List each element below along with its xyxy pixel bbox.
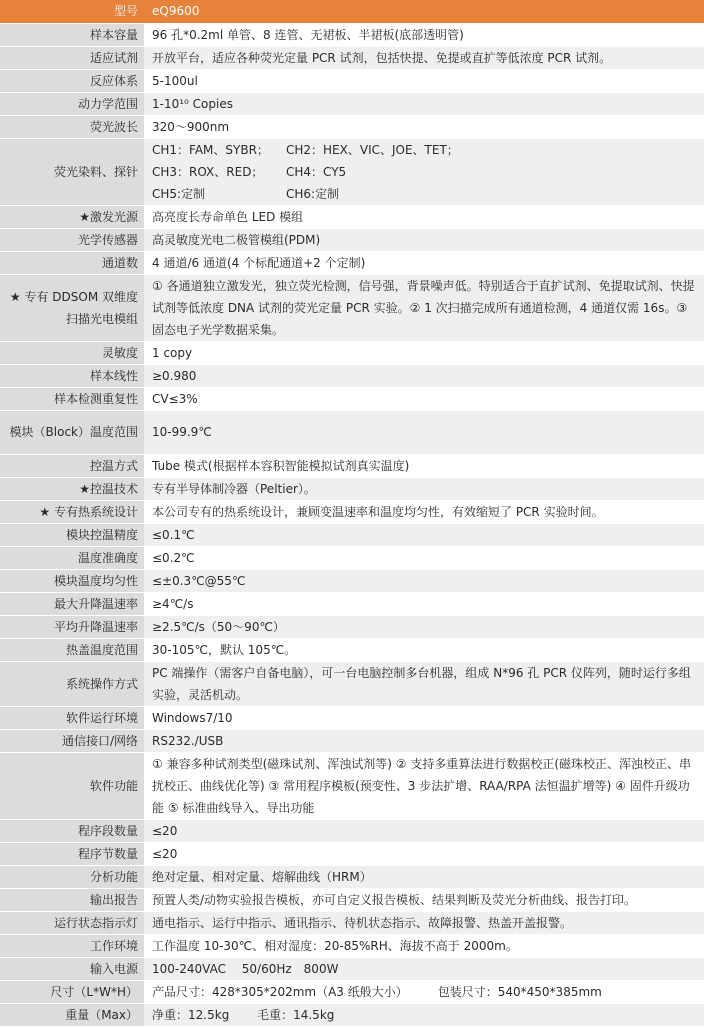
header-value: eQ9600	[144, 0, 704, 23]
table-row	[0, 410, 704, 454]
row-value: ≤0.2℃	[144, 546, 704, 569]
dye-channel: CH5:定制	[152, 186, 206, 201]
table-row	[0, 251, 704, 274]
table-row	[0, 752, 704, 819]
row-label: 平均升降温速率	[0, 615, 144, 638]
row-value: 通电指示、运行中指示、通讯指示、待机状态指示、故障报警、热盖开盖报警。	[144, 911, 704, 934]
table-row	[0, 569, 704, 592]
header-label: 型号	[0, 0, 144, 23]
row-value: CV≤3%	[144, 387, 704, 410]
row-label: 输出报告	[0, 888, 144, 911]
row-label: 样本容量	[0, 23, 144, 46]
table-row	[0, 819, 704, 842]
table-row	[0, 477, 704, 500]
table-row	[0, 274, 704, 341]
row-value: 5-100ul	[144, 69, 704, 92]
table-row	[0, 957, 704, 980]
row-label: 通信接口/网络	[0, 729, 144, 752]
row-value: 30-105℃，默认 105℃。	[144, 638, 704, 661]
table-row	[0, 364, 704, 387]
table-row	[0, 92, 704, 115]
row-value: 高灵敏度光电二极管模组(PDM)	[144, 228, 704, 251]
table-row	[0, 911, 704, 934]
row-value: ≤0.1℃	[144, 523, 704, 546]
row-label: 热盖温度范围	[0, 638, 144, 661]
row-value: ≥0.980	[144, 364, 704, 387]
row-value: ≤±0.3℃@55℃	[144, 569, 704, 592]
row-value: 本公司专有的热系统设计，兼顾变温速率和温度均匀性，有效缩短了 PCR 实验时间。	[144, 500, 704, 523]
dye-channel: CH4：CY5	[286, 164, 347, 179]
dye-channel: CH1：FAM、SYBR；	[152, 142, 269, 157]
table-row	[0, 1003, 704, 1026]
row-label: 荧光波长	[0, 115, 144, 138]
table-row	[0, 454, 704, 477]
row-label: 程序段数量	[0, 819, 144, 842]
table-row	[0, 661, 704, 706]
row-value: ≤20	[144, 819, 704, 842]
table-row	[0, 341, 704, 364]
dye-line	[152, 183, 698, 205]
row-label: 温度准确度	[0, 546, 144, 569]
row-value: 96 孔*0.2ml 单管、8 连管、无裙板、半裙板(底部透明管)	[144, 23, 704, 46]
table-row	[0, 888, 704, 911]
dye-channel: CH2：HEX、VIC、JOE、TET；	[286, 142, 459, 157]
table-row	[0, 500, 704, 523]
row-value: Windows7/10	[144, 706, 704, 729]
row-value: ≥4℃/s	[144, 592, 704, 615]
row-label: 运行状态指示灯	[0, 911, 144, 934]
table-row	[0, 706, 704, 729]
table-row	[0, 387, 704, 410]
row-label: ★激发光源	[0, 205, 144, 228]
row-value: ≥2.5℃/s（50～90℃）	[144, 615, 704, 638]
row-label: 分析功能	[0, 865, 144, 888]
row-label: 动力学范围	[0, 92, 144, 115]
table-row	[0, 980, 704, 1003]
row-value: PC 端操作（需客户自备电脑），可一台电脑控制多台机器，组成 N*96 孔 PCR 仪阵列，随时运行多组实验，灵活机动。	[144, 661, 704, 706]
row-value: 预置人类/动物实验报告模板，亦可自定义报告模板、结果判断及荧光分析曲线、报告打印。	[144, 888, 704, 911]
row-label: 模块控温精度	[0, 523, 144, 546]
table-header-row	[0, 0, 704, 23]
row-value: 1-10¹⁰ Copies	[144, 92, 704, 115]
dye-channel: CH3：ROX、RED；	[152, 164, 264, 179]
row-label: 系统操作方式	[0, 661, 144, 706]
table-row	[0, 865, 704, 888]
row-value: Tube 模式(根据样本容积智能模拟试剂真实温度)	[144, 454, 704, 477]
row-label: ★控温技术	[0, 477, 144, 500]
table-row	[0, 205, 704, 228]
row-label: 适应试剂	[0, 46, 144, 69]
row-label: ★ 专有热系统设计	[0, 500, 144, 523]
row-label: 程序节数量	[0, 842, 144, 865]
dye-line	[152, 161, 698, 183]
row-value: 高亮度长寿命单色 LED 模组	[144, 205, 704, 228]
row-label: 重量（Max）	[0, 1003, 144, 1026]
row-label: 模块温度均匀性	[0, 569, 144, 592]
row-value: 320～900nm	[144, 115, 704, 138]
row-label: 反应体系	[0, 69, 144, 92]
row-label: 软件功能	[0, 752, 144, 819]
row-label: 光学传感器	[0, 228, 144, 251]
table-row	[0, 115, 704, 138]
table-row	[0, 46, 704, 69]
table-row	[0, 592, 704, 615]
table-row	[0, 729, 704, 752]
table-row	[0, 23, 704, 46]
table-row	[0, 842, 704, 865]
row-value: 净重：12.5kg 毛重：14.5kg	[144, 1003, 704, 1026]
dye-channel: CH6:定制	[286, 186, 340, 201]
row-value: 4 通道/6 通道(4 个标配通道+2 个定制)	[144, 251, 704, 274]
row-label: 最大升降温速率	[0, 592, 144, 615]
table-row	[0, 228, 704, 251]
row-value: 工作温度 10-30℃、相对湿度：20-85%RH、海拔不高于 2000m。	[144, 934, 704, 957]
row-value: 1 copy	[144, 341, 704, 364]
row-label: 工作环境	[0, 934, 144, 957]
dye-line	[152, 139, 698, 161]
row-value: 10-99.9℃	[144, 410, 704, 454]
row-value: 专有半导体制冷器（Peltier）。	[144, 477, 704, 500]
row-value: 绝对定量、相对定量、熔解曲线（HRM）	[144, 865, 704, 888]
row-value: ① 各通道独立激发光，独立荧光检测，信号强，背景噪声低。特别适合于直扩试剂、免提取试剂、快提试剂等低浓度 DNA 试剂的荧光定量 PCR 实验。② 1 次扫描完成所有通道检测，4 通道仅需 16s。③ 固态电子光学数据采集。	[144, 274, 704, 341]
row-label: ★ 专有 DDSOM 双维度扫描光电模组	[0, 274, 144, 341]
table-row	[0, 523, 704, 546]
table-row	[0, 638, 704, 661]
row-label: 控温方式	[0, 454, 144, 477]
row-value: ① 兼容多种试剂类型(磁珠试剂、浑浊试剂等) ② 支持多重算法进行数据校正(磁珠校正、浑浊校正、串扰校正、曲线优化等) ③ 常用程序模板(预变性、3 步法扩增、RAA/RPA 法恒温扩增等) ④ 固件升级功能 ⑤ 标准曲线导入、导出功能	[144, 752, 704, 819]
row-label: 软件运行环境	[0, 706, 144, 729]
dye-list	[144, 138, 704, 205]
table-row	[0, 934, 704, 957]
row-label: 模块（Block）温度范围	[0, 410, 144, 454]
table-row	[0, 546, 704, 569]
table-row	[0, 69, 704, 92]
row-label: 样本检测重复性	[0, 387, 144, 410]
row-value: RS232./USB	[144, 729, 704, 752]
row-label: 尺寸（L*W*H）	[0, 980, 144, 1003]
row-value: 100-240VAC 50/60Hz 800W	[144, 957, 704, 980]
row-value: ≤20	[144, 842, 704, 865]
table-row	[0, 138, 704, 205]
row-value: 产品尺寸：428*305*202mm（A3 纸般大小） 包装尺寸：540*450*385mm	[144, 980, 704, 1003]
row-label: 通道数	[0, 251, 144, 274]
row-value: 开放平台，适应各种荧光定量 PCR 试剂，包括快提、免提或直扩等低浓度 PCR 试剂。	[144, 46, 704, 69]
table-row	[0, 615, 704, 638]
row-label: 输入电源	[0, 957, 144, 980]
row-label: 灵敏度	[0, 341, 144, 364]
row-label: 样本线性	[0, 364, 144, 387]
row-label: 荧光染料、探针	[0, 138, 144, 205]
